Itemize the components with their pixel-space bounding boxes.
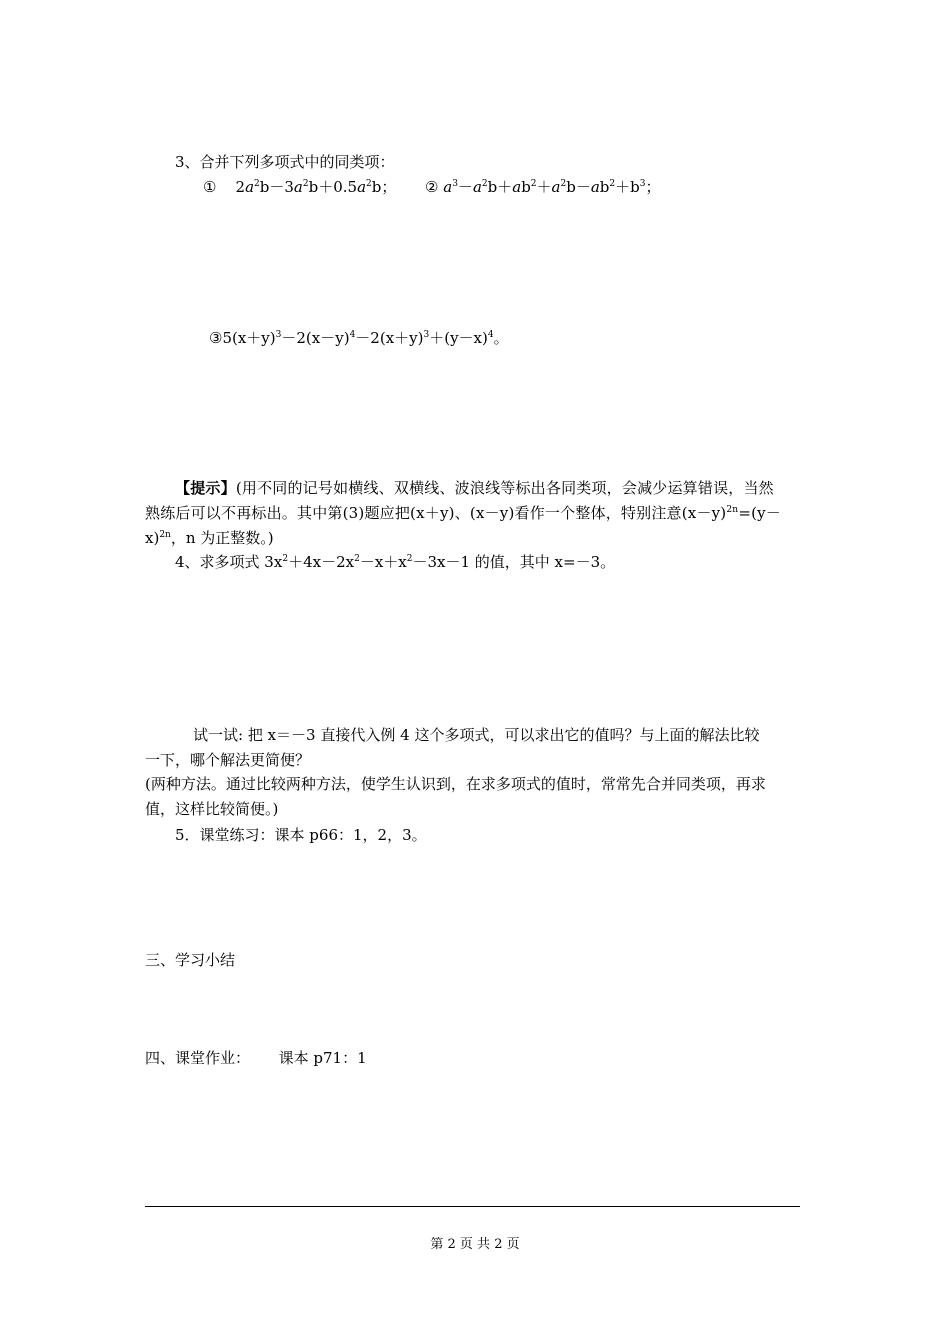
- question-3-expr-2: ② $a^3-a^2b+ab^2+a^2b-ab^2+b^3$；: [425, 178, 661, 196]
- try-line-4: 值，这样比较简便。): [145, 800, 279, 818]
- question-3-title: 3、合并下列多项式中的同类项：: [175, 153, 395, 171]
- expr-1-number: ①: [203, 178, 217, 196]
- try-line-3: (两种方法。通过比较两种方法，使学生认识到，在求多项式的值时，常常先合并同类项，再求: [145, 775, 766, 793]
- hint-label: 【提示】: [175, 479, 236, 497]
- question-3-expr-3: $③5(x+y)^3-2(x-y)^4-2(x+y)^3+(y-x)^4$。: [209, 329, 509, 347]
- question-5: 5．课堂练习：课本 p66：1，2，3。: [175, 826, 427, 844]
- homework-value: 课本 p71：1: [278, 1049, 367, 1067]
- page-footer: 第 2 页 共 2 页: [430, 1237, 520, 1252]
- hint-line-2: 熟练后可以不再标出。其中第(3)题应把(x＋y)、(x－y)看作一个整体，特别注意$(x-y)^{2n}=(y-$: [145, 504, 782, 522]
- hint-line-3: x)$^{2n}$，n 为正整数。): [145, 529, 274, 547]
- question-4: 4、求多项式 $3x^2+4x-2x^2-x+x^2-3x-1$ 的值，其中 x=－3。: [175, 553, 616, 571]
- expr-2-number: ②: [425, 178, 439, 196]
- question-3-expr-1: ① $2a^2b-3a^2b+0.5a^2b$；: [203, 178, 397, 196]
- section-3-heading: 三、学习小结: [145, 951, 236, 969]
- try-line-1: 试一试: 把 x＝－3 直接代入例 4 这个多项式，可以求出它的值吗？与上面的解法比较: [193, 726, 760, 744]
- try-line-2: 一下，哪个解法更简便？: [145, 751, 311, 769]
- section-4-heading: 四、课堂作业： 课本 p71：1: [145, 1049, 367, 1067]
- footer-divider: [145, 1206, 800, 1207]
- hint-line-1: 【提示】(用不同的记号如横线、双横线、波浪线等标出各同类项，会减少运算错误，当然: [175, 479, 774, 497]
